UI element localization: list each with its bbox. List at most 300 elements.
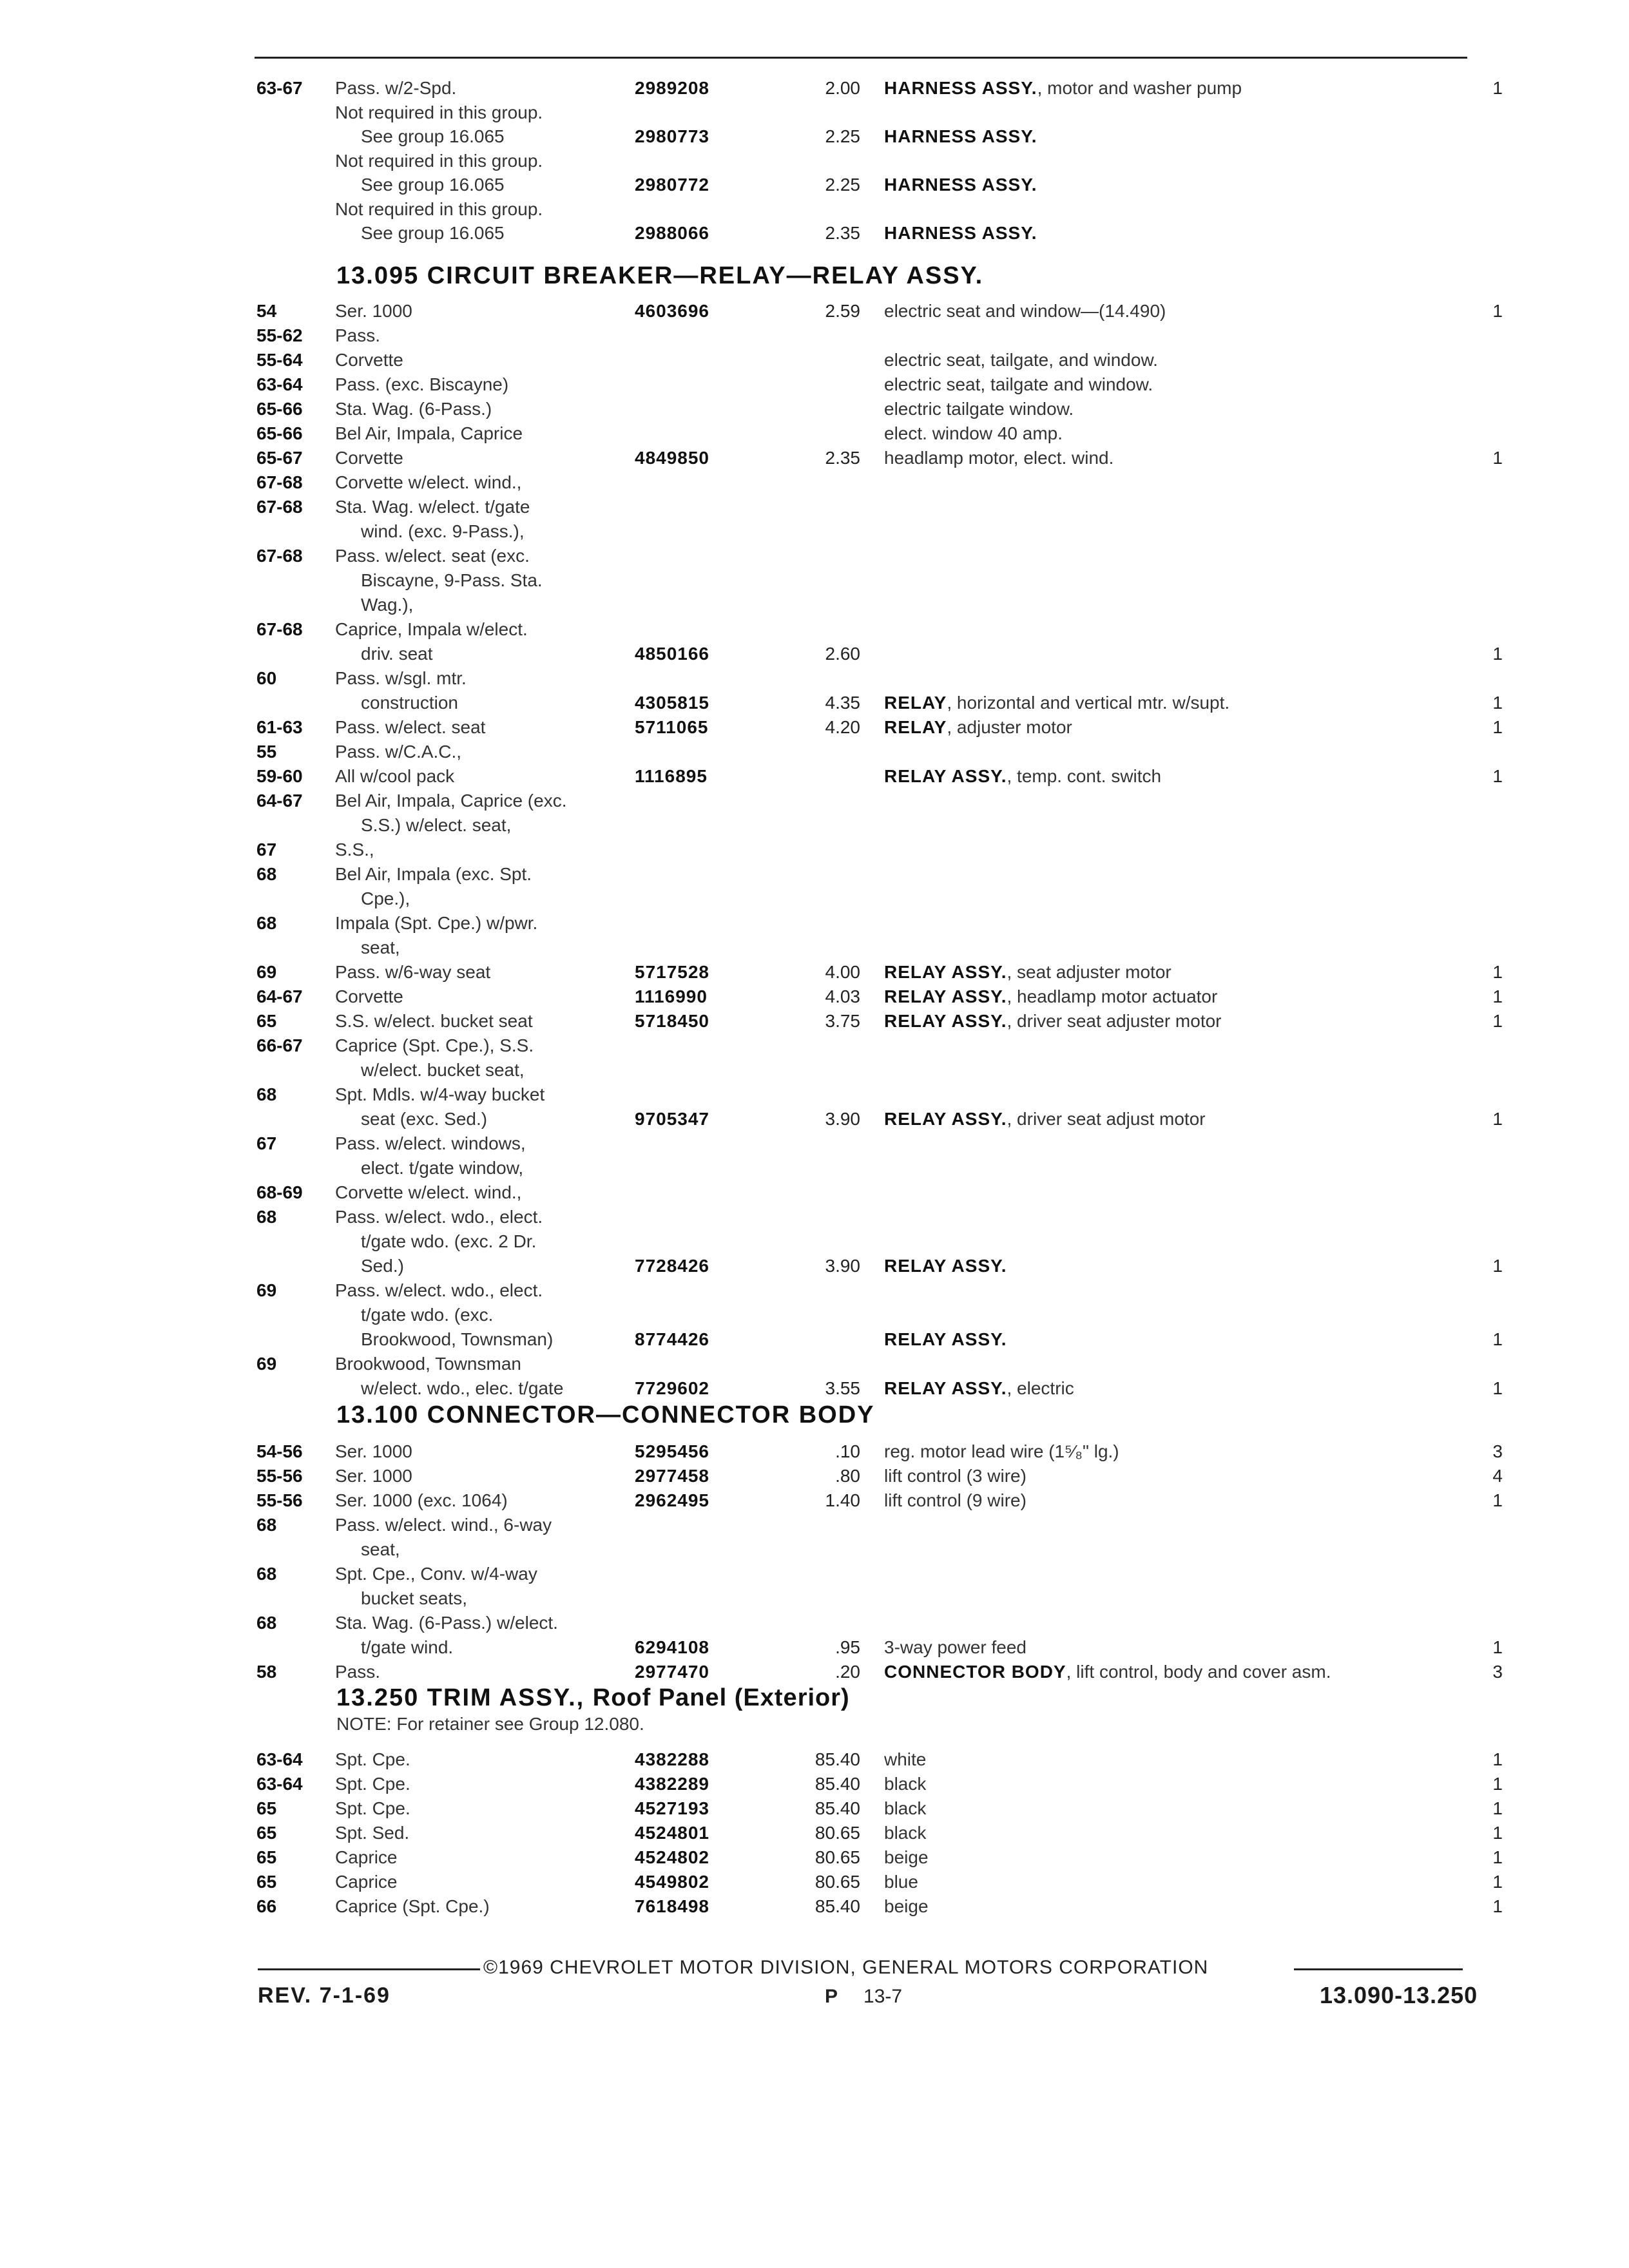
table-row [0, 789, 1629, 813]
description [884, 1796, 926, 1821]
table-row [0, 593, 1629, 617]
model-year: 69 [256, 1354, 277, 1374]
application: Pass. w/elect. windows, [335, 1133, 526, 1153]
description-name: HARNESS ASSY. [884, 175, 1037, 195]
application: w/elect. wdo., elec. t/gate [361, 1378, 564, 1398]
quantity: 1 [1492, 766, 1503, 786]
description [884, 173, 1037, 197]
application: wind. (exc. 9-Pass.), [361, 521, 525, 541]
application: All w/cool pack [335, 766, 455, 786]
description [884, 1821, 926, 1845]
quantity: 1 [1492, 1256, 1503, 1276]
application: elect. t/gate window, [361, 1158, 524, 1178]
part-number: 4850166 [635, 644, 710, 664]
table-row [0, 1747, 1629, 1772]
description-detail: , driver seat adjust motor [1007, 1109, 1206, 1129]
price: 80.65 [815, 1847, 860, 1867]
table-row [0, 1156, 1629, 1180]
description [884, 1107, 1206, 1131]
table-row [0, 1635, 1629, 1660]
price: 3.90 [825, 1256, 860, 1276]
part-number: 4382288 [635, 1749, 710, 1769]
description-detail: , lift control, body and cover asm. [1066, 1662, 1331, 1682]
model-year: 55-62 [256, 325, 303, 345]
table-row [0, 1278, 1629, 1303]
quantity: 1 [1492, 448, 1503, 468]
model-year: 61-63 [256, 717, 303, 737]
description [884, 1635, 1027, 1660]
description-name: HARNESS ASSY. [884, 78, 1037, 98]
application: Not required in this group. [335, 102, 543, 122]
description [884, 764, 1161, 789]
table-row [0, 1082, 1629, 1107]
description-detail: blue [884, 1872, 918, 1892]
description-detail: elect. window 40 amp. [884, 423, 1063, 443]
description-detail: white [884, 1749, 927, 1769]
model-year: 67-68 [256, 619, 303, 639]
model-year: 58 [256, 1662, 277, 1682]
part-number: 5711065 [635, 717, 709, 737]
application: Not required in this group. [335, 151, 543, 171]
description-detail: electric seat and window—(14.490) [884, 301, 1166, 321]
quantity: 1 [1492, 1774, 1503, 1794]
table-row [0, 1439, 1629, 1464]
description-name: RELAY ASSY. [884, 766, 1007, 786]
table-row [0, 397, 1629, 421]
model-year: 55-56 [256, 1466, 303, 1486]
application: Brookwood, Townsman) [361, 1329, 554, 1349]
application: Corvette [335, 986, 403, 1006]
description-detail: , temp. cont. switch [1007, 766, 1162, 786]
description [884, 715, 1072, 740]
table-row [0, 372, 1629, 397]
price: 4.03 [825, 986, 860, 1006]
application: Cpe.), [361, 889, 410, 908]
quantity: 1 [1492, 1872, 1503, 1892]
price: 3.90 [825, 1109, 860, 1129]
model-year: 68 [256, 1564, 277, 1584]
quantity: 1 [1492, 1896, 1503, 1916]
table-row [0, 446, 1629, 470]
application: Bel Air, Impala (exc. Spt. [335, 864, 532, 884]
quantity: 1 [1492, 986, 1503, 1006]
application: S.S.) w/elect. seat, [361, 815, 512, 835]
table-row [0, 1586, 1629, 1611]
description-detail: beige [884, 1896, 929, 1916]
model-year: 60 [256, 668, 277, 688]
price: .95 [835, 1637, 860, 1657]
application: Wag.), [361, 595, 414, 615]
model-year: 54-56 [256, 1441, 303, 1461]
table-row [0, 1845, 1629, 1870]
table-row [0, 1180, 1629, 1205]
table-row [0, 470, 1629, 495]
part-number: 1116895 [635, 766, 708, 786]
application: driv. seat [361, 644, 433, 664]
table-row [0, 1562, 1629, 1586]
part-number: 4305815 [635, 693, 710, 713]
application: Spt. Cpe., Conv. w/4-way [335, 1564, 537, 1584]
table-row [0, 421, 1629, 446]
description-name: RELAY ASSY. [884, 1256, 1007, 1276]
part-number: 4524802 [635, 1847, 710, 1867]
description-detail: electric seat, tailgate, and window. [884, 350, 1158, 370]
table-row [0, 911, 1629, 936]
quantity: 1 [1492, 301, 1503, 321]
application: Spt. Cpe. [335, 1798, 410, 1818]
part-number: 4382289 [635, 1774, 710, 1794]
description [884, 348, 1158, 372]
application: Ser. 1000 [335, 1466, 412, 1486]
table-row [0, 617, 1629, 642]
description-detail: black [884, 1798, 927, 1818]
price: 85.40 [815, 1798, 860, 1818]
table-row [0, 1352, 1629, 1376]
description-detail: lift control (3 wire) [884, 1466, 1027, 1486]
price: 2.00 [825, 78, 860, 98]
part-number: 5295456 [635, 1441, 710, 1461]
price: 2.25 [825, 126, 860, 146]
description-detail: black [884, 1774, 927, 1794]
table-row [0, 1205, 1629, 1229]
description [884, 1747, 926, 1772]
model-year: 64-67 [256, 791, 303, 811]
model-year: 68 [256, 864, 277, 884]
application: Corvette w/elect. wind., [335, 472, 522, 492]
application: Pass. w/elect. wdo., elect. [335, 1280, 543, 1300]
table-row [0, 1254, 1629, 1278]
table-row [0, 1009, 1629, 1033]
description [884, 1772, 926, 1796]
model-year: 68 [256, 913, 277, 933]
table-row [0, 1376, 1629, 1401]
description [884, 299, 1166, 323]
table-row [0, 1327, 1629, 1352]
part-number: 2980772 [635, 175, 710, 195]
application: Corvette w/elect. wind., [335, 1182, 522, 1202]
application: Pass. w/sgl. mtr. [335, 668, 467, 688]
description-detail: electric tailgate window. [884, 399, 1074, 419]
table-row [0, 1303, 1629, 1327]
description-name: RELAY ASSY. [884, 1011, 1007, 1031]
application: Pass. w/elect. wdo., elect. [335, 1207, 543, 1227]
quantity: 1 [1492, 1749, 1503, 1769]
application: Spt. Cpe. [335, 1749, 410, 1769]
model-year: 68-69 [256, 1182, 303, 1202]
description-detail: , horizontal and vertical mtr. w/supt. [947, 693, 1230, 713]
application: bucket seats, [361, 1588, 467, 1608]
model-year: 68 [256, 1613, 277, 1633]
price: .20 [835, 1662, 860, 1682]
description-detail: electric seat, tailgate and window. [884, 374, 1153, 394]
application: Caprice [335, 1872, 398, 1892]
description [884, 1488, 1027, 1513]
table-row [0, 862, 1629, 887]
table-row [0, 1660, 1629, 1684]
application: construction [361, 693, 458, 713]
description [884, 124, 1037, 149]
table-row [0, 936, 1629, 960]
footer-rule-right [1294, 1968, 1463, 1970]
model-year: 67-68 [256, 472, 303, 492]
description [884, 446, 1113, 470]
table-row [0, 299, 1629, 323]
description [884, 1660, 1331, 1684]
application: Caprice, Impala w/elect. [335, 619, 528, 639]
model-year: 67 [256, 1133, 277, 1153]
page-no: 13-7 [863, 1986, 903, 2007]
description [884, 691, 1229, 715]
model-year: 65 [256, 1847, 277, 1867]
application: See group 16.065 [361, 126, 505, 146]
table-row [0, 197, 1629, 222]
quantity: 3 [1492, 1662, 1503, 1682]
description [884, 221, 1037, 245]
application: Pass. w/elect. wind., 6-way [335, 1515, 552, 1535]
description-detail: , headlamp motor actuator [1007, 986, 1218, 1006]
table-row [0, 1870, 1629, 1894]
application: See group 16.065 [361, 223, 505, 243]
quantity: 1 [1492, 1011, 1503, 1031]
description-detail: lift control (9 wire) [884, 1490, 1027, 1510]
table-row [0, 960, 1629, 985]
price: 4.35 [825, 693, 860, 713]
model-year: 65-66 [256, 399, 303, 419]
model-year: 68 [256, 1515, 277, 1535]
application: S.S. w/elect. bucket seat [335, 1011, 533, 1031]
description [884, 76, 1242, 101]
model-year: 65-67 [256, 448, 303, 468]
part-number: 4603696 [635, 301, 710, 321]
description [884, 1327, 1007, 1352]
model-year: 65 [256, 1872, 277, 1892]
application: Caprice [335, 1847, 398, 1867]
application: Caprice (Spt. Cpe.), S.S. [335, 1035, 534, 1055]
model-year: 63-64 [256, 1749, 303, 1769]
quantity: 1 [1492, 1329, 1503, 1349]
price: 2.60 [825, 644, 860, 664]
description-detail: , adjuster motor [947, 717, 1072, 737]
model-year: 55-64 [256, 350, 303, 370]
part-number: 4849850 [635, 448, 710, 468]
table-row [0, 764, 1629, 789]
price: .80 [835, 1466, 860, 1486]
table-row [0, 1537, 1629, 1562]
page-letter: P [825, 1986, 838, 2007]
application: t/gate wdo. (exc. [361, 1305, 494, 1325]
model-year: 65-66 [256, 423, 303, 443]
description-name: RELAY [884, 717, 947, 737]
price: .10 [835, 1441, 860, 1461]
model-year: 59-60 [256, 766, 303, 786]
description-detail: headlamp motor, elect. wind. [884, 448, 1114, 468]
quantity: 4 [1492, 1466, 1503, 1486]
part-number: 6294108 [635, 1637, 710, 1657]
table-row [0, 323, 1629, 348]
application: Corvette [335, 350, 403, 370]
table-row [0, 1058, 1629, 1082]
table-row [0, 1033, 1629, 1058]
description-detail: beige [884, 1847, 929, 1867]
part-number: 4527193 [635, 1798, 710, 1818]
table-row [0, 1796, 1629, 1821]
price: 4.20 [825, 717, 860, 737]
part-number: 5717528 [635, 962, 710, 982]
model-year: 68 [256, 1207, 277, 1227]
part-number: 1116990 [635, 986, 708, 1006]
application: Bel Air, Impala, Caprice [335, 423, 523, 443]
price: 85.40 [815, 1896, 860, 1916]
table-row [0, 691, 1629, 715]
price: 3.55 [825, 1378, 860, 1398]
description-name: HARNESS ASSY. [884, 223, 1037, 243]
description [884, 397, 1074, 421]
quantity: 1 [1492, 717, 1503, 737]
part-number: 2988066 [635, 223, 710, 243]
description [884, 1464, 1027, 1488]
table-row [0, 740, 1629, 764]
application: Spt. Cpe. [335, 1774, 410, 1794]
application: Pass. (exc. Biscayne) [335, 374, 509, 394]
table-row [0, 1464, 1629, 1488]
table-row [0, 495, 1629, 519]
model-year: 69 [256, 1280, 277, 1300]
price: 4.00 [825, 962, 860, 982]
description [884, 1870, 918, 1894]
revision-date: REV. 7-1-69 [258, 1983, 390, 2008]
application: Spt. Mdls. w/4-way bucket [335, 1084, 545, 1104]
table-row [0, 1229, 1629, 1254]
table-row [0, 887, 1629, 911]
quantity: 1 [1492, 1823, 1503, 1843]
quantity: 1 [1492, 78, 1503, 98]
application: S.S., [335, 840, 374, 860]
application: Ser. 1000 [335, 301, 412, 321]
application: Brookwood, Townsman [335, 1354, 521, 1374]
description [884, 421, 1063, 446]
section-subtitle: Roof Panel (Exterior) [592, 1684, 850, 1711]
application: Corvette [335, 448, 403, 468]
description-name: RELAY ASSY. [884, 1329, 1007, 1349]
application: Not required in this group. [335, 199, 543, 219]
table-row [0, 1513, 1629, 1537]
model-year: 66-67 [256, 1035, 303, 1055]
price: 2.35 [825, 223, 860, 243]
description [884, 372, 1153, 397]
application: seat, [361, 937, 400, 957]
table-row [0, 544, 1629, 568]
part-number: 9705347 [635, 1109, 710, 1129]
description [884, 1439, 1119, 1464]
quantity: 1 [1492, 1378, 1503, 1398]
table-row [0, 348, 1629, 372]
part-number: 5718450 [635, 1011, 710, 1031]
part-number: 2962495 [635, 1490, 710, 1510]
table-row [0, 221, 1629, 245]
description-name: HARNESS ASSY. [884, 126, 1037, 146]
price: 2.59 [825, 301, 860, 321]
section-heading-13-100: 13.100 CONNECTOR—CONNECTOR BODY [336, 1401, 875, 1428]
application: Spt. Sed. [335, 1823, 410, 1843]
application: Pass. w/C.A.C., [335, 742, 462, 762]
table-row [0, 149, 1629, 173]
quantity: 1 [1492, 644, 1503, 664]
description-detail: , driver seat adjuster motor [1007, 1011, 1222, 1031]
quantity: 1 [1492, 962, 1503, 982]
table-row [0, 1107, 1629, 1131]
part-number: 4524801 [635, 1823, 710, 1843]
model-year: 68 [256, 1084, 277, 1104]
table-row [0, 642, 1629, 666]
model-year: 55-56 [256, 1490, 303, 1510]
application: Sta. Wag. w/elect. t/gate [335, 497, 530, 517]
description [884, 985, 1217, 1009]
price: 1.40 [825, 1490, 860, 1510]
page-number [825, 1986, 902, 2008]
part-number: 4549802 [635, 1872, 710, 1892]
description [884, 1376, 1074, 1401]
top-rule [255, 57, 1467, 59]
application: See group 16.065 [361, 175, 505, 195]
model-year: 67-68 [256, 497, 303, 517]
quantity: 1 [1492, 693, 1503, 713]
price: 2.25 [825, 175, 860, 195]
table-row [0, 76, 1629, 101]
table-row [0, 568, 1629, 593]
application: Pass. w/elect. seat (exc. [335, 546, 530, 566]
quantity: 3 [1492, 1441, 1503, 1461]
description-name: RELAY ASSY. [884, 962, 1007, 982]
section-heading-13-250 [336, 1684, 850, 1712]
application: Impala (Spt. Cpe.) w/pwr. [335, 913, 538, 933]
description-name: RELAY [884, 693, 947, 713]
application: t/gate wind. [361, 1637, 454, 1657]
description [884, 960, 1171, 985]
model-year: 63-67 [256, 78, 303, 98]
quantity: 1 [1492, 1798, 1503, 1818]
table-row [0, 1488, 1629, 1513]
price: 80.65 [815, 1872, 860, 1892]
model-year: 64-67 [256, 986, 303, 1006]
model-year: 63-64 [256, 374, 303, 394]
model-year: 66 [256, 1896, 277, 1916]
description-name: CONNECTOR BODY [884, 1662, 1066, 1682]
table-row [0, 101, 1629, 125]
quantity: 1 [1492, 1490, 1503, 1510]
part-number: 7618498 [635, 1896, 710, 1916]
description-detail: black [884, 1823, 927, 1843]
description-detail: reg. motor lead wire (1⁵⁄₈" lg.) [884, 1441, 1119, 1461]
application: Biscayne, 9-Pass. Sta. [361, 570, 543, 590]
model-year: 65 [256, 1798, 277, 1818]
section-heading-13-095: 13.095 CIRCUIT BREAKER—RELAY—RELAY ASSY. [336, 262, 984, 289]
application: Sed.) [361, 1256, 404, 1276]
application: Pass. [335, 325, 381, 345]
group-range: 13.090-13.250 [1320, 1982, 1478, 2008]
table-row [0, 985, 1629, 1009]
description [884, 1845, 929, 1870]
model-year: 54 [256, 301, 277, 321]
description [884, 1894, 929, 1919]
application: seat, [361, 1539, 400, 1559]
table-row [0, 813, 1629, 838]
table-row [0, 173, 1629, 197]
application: Pass. w/elect. seat [335, 717, 486, 737]
part-number: 2977470 [635, 1662, 710, 1682]
table-row [0, 1894, 1629, 1919]
description-name: RELAY ASSY. [884, 1109, 1007, 1129]
price: 2.35 [825, 448, 860, 468]
